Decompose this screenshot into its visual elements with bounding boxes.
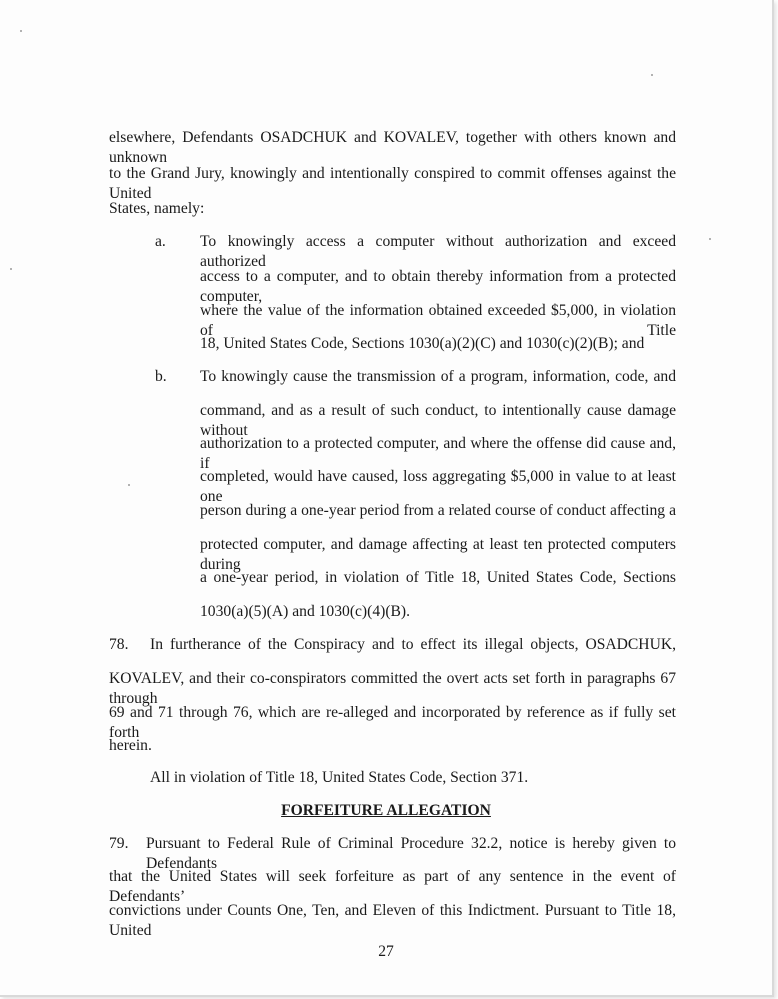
item-b-line: protected computer, and damage affecting at least ten protected computers during bbox=[200, 536, 676, 573]
para-78-line: herein. bbox=[109, 737, 152, 754]
para-79-line: Pursuant to Federal Rule of Criminal Procedure 32.2, notice is hereby given to Defendants bbox=[146, 835, 676, 872]
forfeiture-heading: FORFEITURE ALLEGATION bbox=[281, 802, 491, 819]
item-a-line: To knowingly access a computer without authorization and exceed authorized bbox=[200, 233, 676, 270]
violation-statement: All in violation of Title 18, United States Code, Section 371. bbox=[150, 769, 529, 786]
item-a-line: where the value of the information obtained exceeded $5,000, in violation of Title bbox=[200, 302, 676, 339]
page-number: 27 bbox=[378, 943, 394, 960]
item-b-line: 1030(a)(5)(A) and 1030(c)(4)(B). bbox=[200, 603, 410, 620]
intro-line: to the Grand Jury, knowingly and intentionally conspired to commit offenses against the United bbox=[109, 165, 676, 202]
scan-speck bbox=[709, 238, 711, 240]
scan-speck bbox=[10, 268, 12, 270]
item-b-line: command, and as a result of such conduct, to intentionally cause damage without bbox=[200, 402, 676, 439]
item-b-line: completed, would have caused, loss aggregating $5,000 in value to at least one bbox=[200, 468, 676, 505]
intro-line: States, namely: bbox=[109, 200, 205, 217]
paragraph-number-79: 79. bbox=[109, 835, 129, 852]
item-b-line: authorization to a protected computer, and where the offense did cause and, if bbox=[200, 435, 676, 472]
paragraph-number-78: 78. bbox=[109, 636, 129, 653]
scan-speck bbox=[128, 484, 130, 486]
list-marker-b: b. bbox=[155, 368, 167, 385]
item-a-line: 18, United States Code, Sections 1030(a)(2)(C) and 1030(c)(2)(B); and bbox=[200, 335, 645, 352]
item-a-line: access to a computer, and to obtain thereby information from a protected computer, bbox=[200, 268, 676, 305]
para-79-line: convictions under Counts One, Ten, and Eleven of this Indictment. Pursuant to Title 18, United bbox=[109, 902, 676, 939]
item-b-line: To knowingly cause the transmission of a program, information, code, and bbox=[200, 368, 676, 385]
para-78-line: 69 and 71 through 76, which are re-alleged and incorporated by reference as if fully set forth bbox=[109, 704, 676, 741]
item-b-line: person during a one-year period from a related course of conduct affecting a bbox=[200, 502, 676, 519]
scan-speck bbox=[651, 74, 653, 76]
intro-line: elsewhere, Defendants OSADCHUK and KOVALEV, together with others known and unknown bbox=[109, 129, 676, 166]
scan-speck bbox=[20, 30, 22, 32]
list-marker-a: a. bbox=[155, 233, 166, 250]
para-78-line: In furtherance of the Conspiracy and to effect its illegal objects, OSADCHUK, bbox=[150, 636, 676, 653]
para-78-line: KOVALEV, and their co-conspirators committed the overt acts set forth in paragraphs 67 through bbox=[109, 670, 676, 707]
item-b-line: a one-year period, in violation of Title 18, United States Code, Sections bbox=[200, 569, 676, 586]
para-79-line: that the United States will seek forfeiture as part of any sentence in the event of Defendants’ bbox=[109, 868, 676, 905]
